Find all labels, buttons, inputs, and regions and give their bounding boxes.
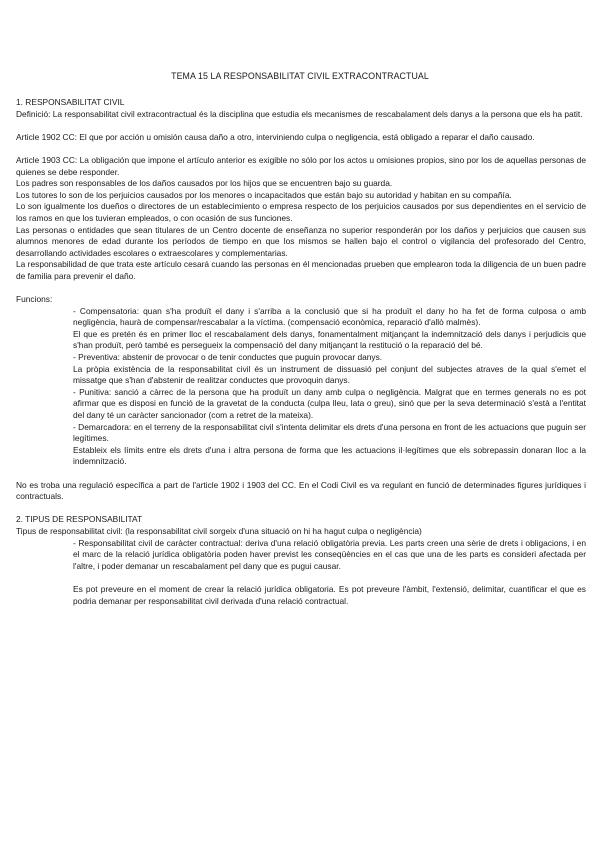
article-1903-paragraph: La responsabilidad de que trata este artículo cesará cuando las personas en él mencionadas prueben que emplearon toda la diligencia de un buen padre de familia para prevenir el daño. [16,259,586,281]
list-item: El que es pretén és en primer lloc el rescabalament dels danys, fonamentalment mitjançant la indemnització dels danys i perjudicis que s'han produït, però també es persegueix la compensació del dany mitjançant la restitució o la reparació del bé. [73,328,586,351]
document-body [16,97,586,607]
section-heading-2: 2. TIPUS DE RESPONSABILITAT [16,514,143,525]
article-1903-paragraph: Los tutores lo son de los perjuicios causados por los menores o incapacitados que están bajo su autoridad y habitan en su compañía. [16,189,512,200]
article-1903-paragraph: Las personas o entidades que sean titulares de un Centro docente de enseñanza no superior responderán por los daños y perjuicios que causen sus alumnos menores de edad durante los períodos de tiempo en que los mismos se hallen bajo el control o vigilancia del profesorado del Centro, desarrollando actividades escolares o extraescolares y complementarias. [16,224,586,258]
types-list [73,538,586,608]
list-item: Estableix els límits entre els drets d'una i altra persona de forma que les actuacions il·legítimes que els sobrepassin donaran lloc a la indemnització. [73,444,586,467]
types-intro: Tipus de responsabilitat civil: (la responsabilitat civil sorgeix d'una situació on hi ha hagut culpa o negligència) [16,525,422,536]
list-item: Es pot preveure en el moment de crear la relació jurídica obligatoria. Es pot preveure l'àmbit, l'extensió, delimitar, cuantificar el que es podria demanar per responsabilitat civil derivada d'una relació contractual. [73,583,586,606]
funcions-label: Funcions: [16,294,53,305]
page-title: TEMA 15 LA RESPONSABILITAT CIVIL EXTRACONTRACTUAL [171,71,429,81]
list-item: - Demarcadora: en el terreny de la responsabilitat civil s'intenta delimitar els drets d'una persona en front de les actuacions que puguin ser legítimes. [73,421,586,444]
regulation-paragraph: No es troba una regulació específica a part de l'article 1902 i 1903 del CC. En el Codi Civil es va regulant en funció de determinades figures jurídiques i contractuals. [16,479,586,502]
definition-paragraph: Definició: La responsabilitat civil extracontractual és la disciplina que estudia els mecanismes de rescabalament dels danys a la persona que els ha patit. [16,108,583,119]
section-heading-1: 1. RESPONSABILITAT CIVIL [16,97,125,107]
list-item: La pròpia existència de la responsabilitat civil és un instrument de dissuasió pel conjunt del subjectes atraves de la qual s'emet el missatge que s'han d'abstenir de realitzar conductes que provoquin danys. [73,363,586,386]
article-1903-paragraph: Los padres son responsables de los daños causados por los hijos que se encuentren bajo su guarda. [16,178,393,189]
list-item: - Punitiva: sanció a càrrec de la persona que ha produït un dany amb culpa o negligència. Malgrat que en termes generals no es pot afirmar que es disposi en funció de la gravetat de la conducta (culpa lleu, lata o greu), sinó que per la seva determinació s'està a l'entitat del dany té un caràcter sancionador (com a retret de la mateixa). [73,386,586,421]
article-1903-paragraph: Article 1903 CC: La obligación que impone el artículo anterior es exigible no sólo por los actos u omisiones propios, sino por los de aquellas personas de quienes se debe responder. [16,154,586,177]
list-item: - Preventiva: abstenir de provocar o de tenir conductes que puguin provocar danys. [73,352,383,363]
article-1903-paragraph: Lo son igualmente los dueños o directores de un establecimiento o empresa respecto de los perjuicios causados por sus dependientes en el servicio de los ramos en que los tuvieran empleados, o con ocasión de sus funciones. [16,201,586,223]
list-item: - Compensatoria: quan s'ha produït el dany i s'arriba a la conclusió que si ha produït el dany ho ha fet de forma culposa o amb negligència, haurà de compensar/rescabalar a la víctima. (compensació econòmica, reparació d'allò malmès). [73,305,586,328]
list-item: - Responsabilitat civil de caràcter contractual: deriva d'una relació obligatòria previa. Les parts creen una sèrie de drets i obligacions, i en el marc de la relació jurídica obligatòria poden haver previst les conseqüències en el cas que una de les parts es consideri afectada per l'altre, i poder demanar un rescabalament pel dany que es pugui causar. [73,537,586,571]
funcions-list [73,306,586,468]
article-1902-paragraph: Article 1902 CC: El que por acción u omisión causa daño a otro, interviniendo culpa o negligencia, está obligado a reparar el daño causado. [16,131,535,142]
